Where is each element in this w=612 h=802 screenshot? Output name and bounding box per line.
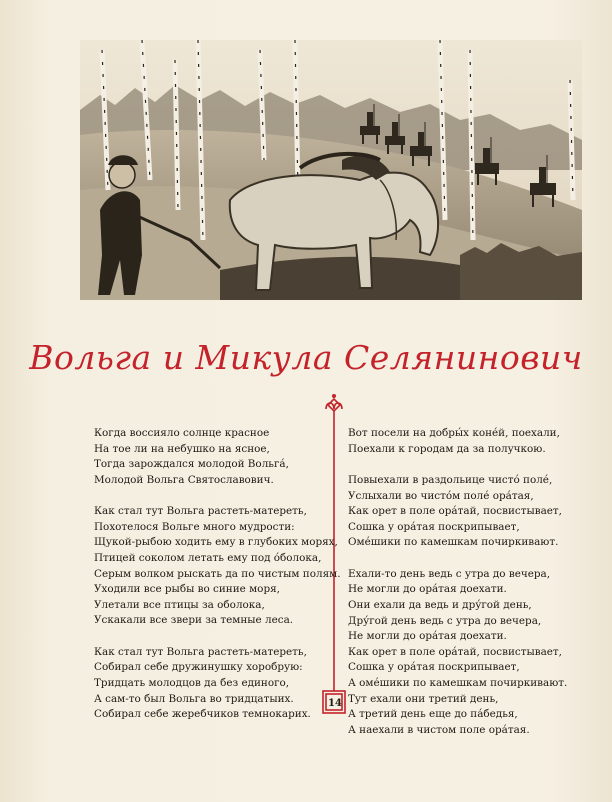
verse-line: Тут ехали они третий день, xyxy=(348,692,499,705)
left-text-column xyxy=(94,426,341,738)
page-number: 14 xyxy=(328,698,342,709)
verse-line: Поехали к городам да за получкою. xyxy=(348,442,546,455)
stanza xyxy=(348,426,567,457)
verse-line: А сам-то был Вольга во тридцатыих. xyxy=(94,692,294,705)
verse-line: Сошка у ора́тая поскрипывает, xyxy=(348,520,520,533)
stanza xyxy=(94,504,341,629)
verse-line: Собирал себе дружинушку хоробрую: xyxy=(94,661,303,674)
stanza xyxy=(94,645,341,723)
stanza xyxy=(348,473,567,551)
verse-line: Собирал себе жеребчиков темнокарих. xyxy=(94,708,311,721)
verse-line: Ускакали все звери за темные леса. xyxy=(94,614,294,627)
verse-line: Тридцать молодцов да без единого, xyxy=(94,676,290,689)
verse-line: Тогда зарождался молодой Вольга́, xyxy=(94,458,289,471)
verse-line: Не могли до ора́тая доехати. xyxy=(348,583,507,596)
plowman-illustration xyxy=(80,40,582,300)
verse-line: Похотелося Вольге много мудрости: xyxy=(94,520,295,533)
verse-line: Они ехали да ведь и дру́гой день, xyxy=(348,598,532,611)
right-text-column xyxy=(348,426,567,754)
verse-line: А наехали в чистом поле ора́тая. xyxy=(348,723,530,736)
page-title: Вольга и Микула Селянинович xyxy=(29,338,583,377)
verse-line: Услыхали во чисто́м поле́ ора́тая, xyxy=(348,489,534,502)
verse-line: Щукой-рыбою ходить ему в глубоких морях, xyxy=(94,536,338,549)
verse-line: Молодой Вольга Святославович. xyxy=(94,473,274,486)
verse-line: Как орет в поле ора́тай, посвистывает, xyxy=(348,645,562,658)
verse-line: Уходили все рыбы во синие моря, xyxy=(94,583,280,596)
verse-line: Ехали-то день ведь с утра до вечера, xyxy=(348,567,551,580)
verse-line: Когда воссияло солнце красное xyxy=(94,427,270,439)
verse-line: Птицей соколом летать ему под о́болока, xyxy=(94,551,322,564)
stanza xyxy=(348,567,567,739)
verse-line: Улетали все птицы за оболока, xyxy=(94,598,265,611)
verse-line: Дру́гой день ведь с утра до вечера, xyxy=(348,614,542,627)
verse-line: Вот посели на добры́х коне́й, поехали, xyxy=(348,427,560,439)
verse-line: Как стал тут Вольга растеть-матереть, xyxy=(94,645,307,658)
verse-line: Как стал тут Вольга растеть-матереть, xyxy=(94,505,307,518)
verse-line: Как орет в поле ора́тай, посвистывает, xyxy=(348,505,562,518)
verse-line: На тое ли на небушко на ясное, xyxy=(94,442,270,455)
verse-line: Серым волком рыскать да по чистым полям. xyxy=(94,567,341,580)
verse-line: Оме́шики по камешкам почиркивают. xyxy=(348,536,559,549)
verse-line: Повыехали в раздольице чисто́ поле́, xyxy=(348,473,553,486)
verse-line: А третий день еще до па́бедья, xyxy=(348,708,518,721)
verse-line: Сошка у ора́тая поскрипывает, xyxy=(348,661,520,674)
verse-line: А оме́шики по камешкам почиркивают. xyxy=(348,676,568,689)
stanza xyxy=(94,426,341,488)
verse-line: Не могли до ора́тая доехати. xyxy=(348,630,507,643)
